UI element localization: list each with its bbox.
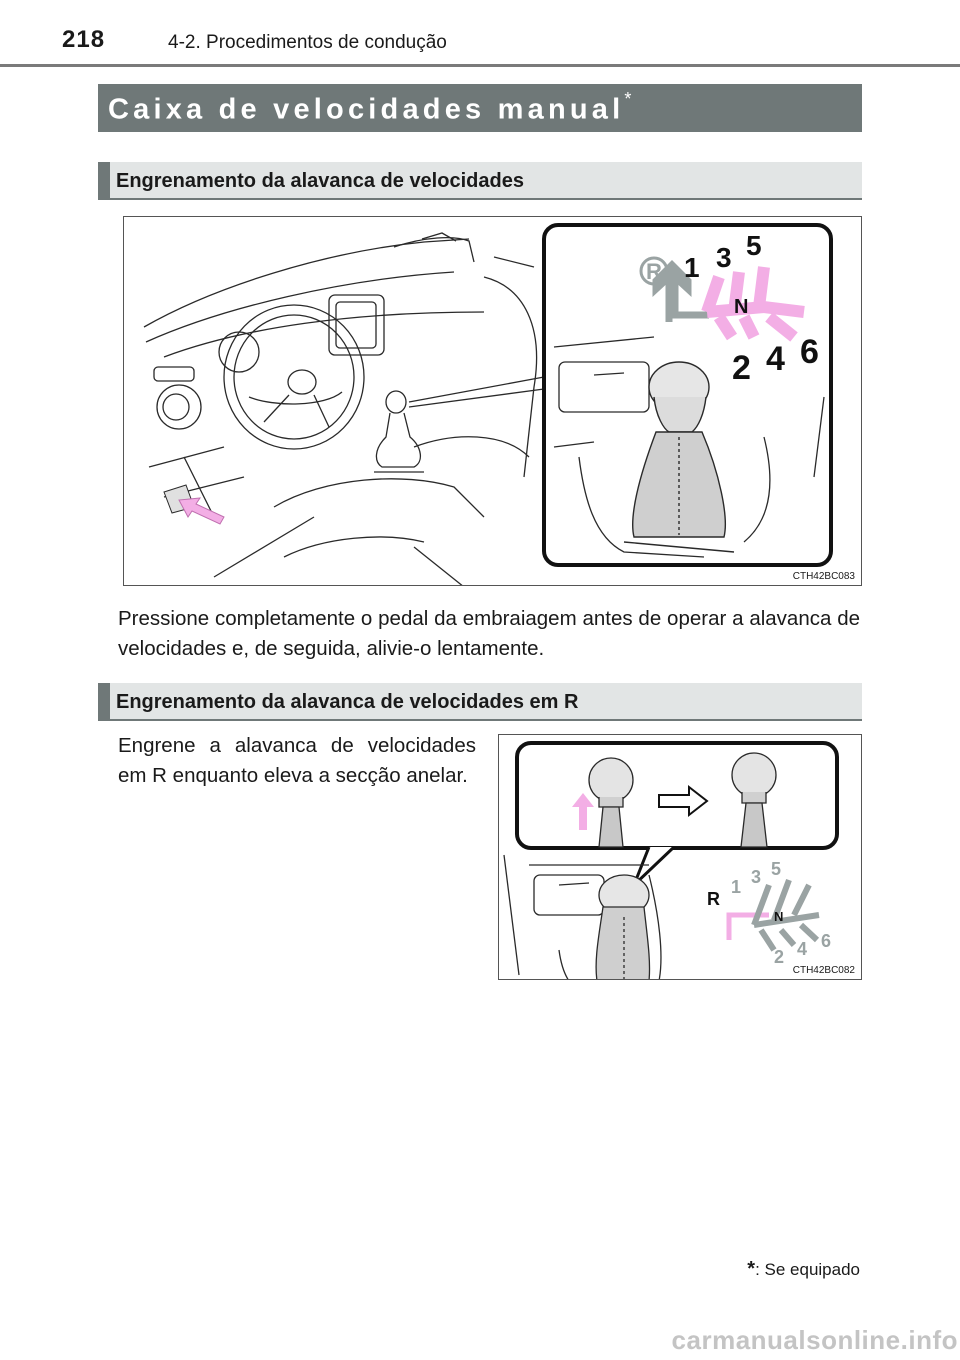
header-rule — [0, 64, 960, 67]
pattern-label-6: 6 — [800, 333, 819, 371]
paragraph-clutch-instruction: Pressione completamente o pedal da embraiagem antes de operar a alavanca de velocidades e, de seguida, alivie-o lentamente. — [118, 607, 860, 660]
watermark: carmanualsonline.info — [671, 1325, 958, 1355]
pattern-label-2: 2 — [774, 947, 785, 967]
subheading-gear-engagement — [98, 162, 862, 200]
section-reference: 4-2. Procedimentos de condução — [168, 32, 447, 53]
pattern-label-6: 6 — [821, 931, 832, 951]
footnote — [747, 1258, 860, 1281]
pattern-label-n: N — [734, 296, 749, 318]
footnote-marker: * — [747, 1258, 756, 1280]
pattern-label-5: 5 — [771, 859, 782, 879]
pattern-label-1: 1 — [731, 877, 742, 897]
footnote-text: : Se equipado — [755, 1260, 860, 1279]
pattern-label-3: 3 — [716, 242, 732, 273]
main-title-bar — [98, 84, 862, 132]
figure-code: CTH42BC082 — [792, 965, 855, 976]
subheading-reverse-engagement — [98, 683, 862, 721]
pattern-label-3: 3 — [751, 867, 762, 887]
main-title — [108, 89, 632, 127]
pattern-label-5: 5 — [746, 230, 762, 261]
subheading-text: Engrenamento da alavanca de velocidades — [116, 170, 524, 192]
subheading-text: Engrenamento da alavanca de velocidades em R — [116, 691, 579, 713]
paragraph-reverse-instruction: Engrene a alavanca de velocidades em R enquanto eleva a secção anelar. — [118, 734, 476, 787]
pattern-label-reverse: R — [707, 889, 720, 909]
figure-reverse-shift — [498, 734, 862, 980]
pattern-label-4: 4 — [797, 939, 808, 959]
page-number: 218 — [62, 26, 106, 53]
pattern-label-4: 4 — [766, 340, 785, 378]
pattern-label-n: N — [774, 909, 784, 924]
pattern-label-1: 1 — [684, 252, 700, 283]
reverse-shift-illustration — [499, 735, 862, 980]
cockpit-illustration — [124, 217, 862, 586]
pattern-label-2: 2 — [732, 349, 751, 387]
main-title-text: Caixa de velocidades manual — [108, 93, 625, 126]
figure-code: CTH42BC083 — [792, 571, 855, 582]
main-title-marker: * — [624, 89, 632, 109]
figure-cockpit-shifter — [123, 216, 862, 586]
pattern-label-reverse: R — [646, 259, 662, 284]
